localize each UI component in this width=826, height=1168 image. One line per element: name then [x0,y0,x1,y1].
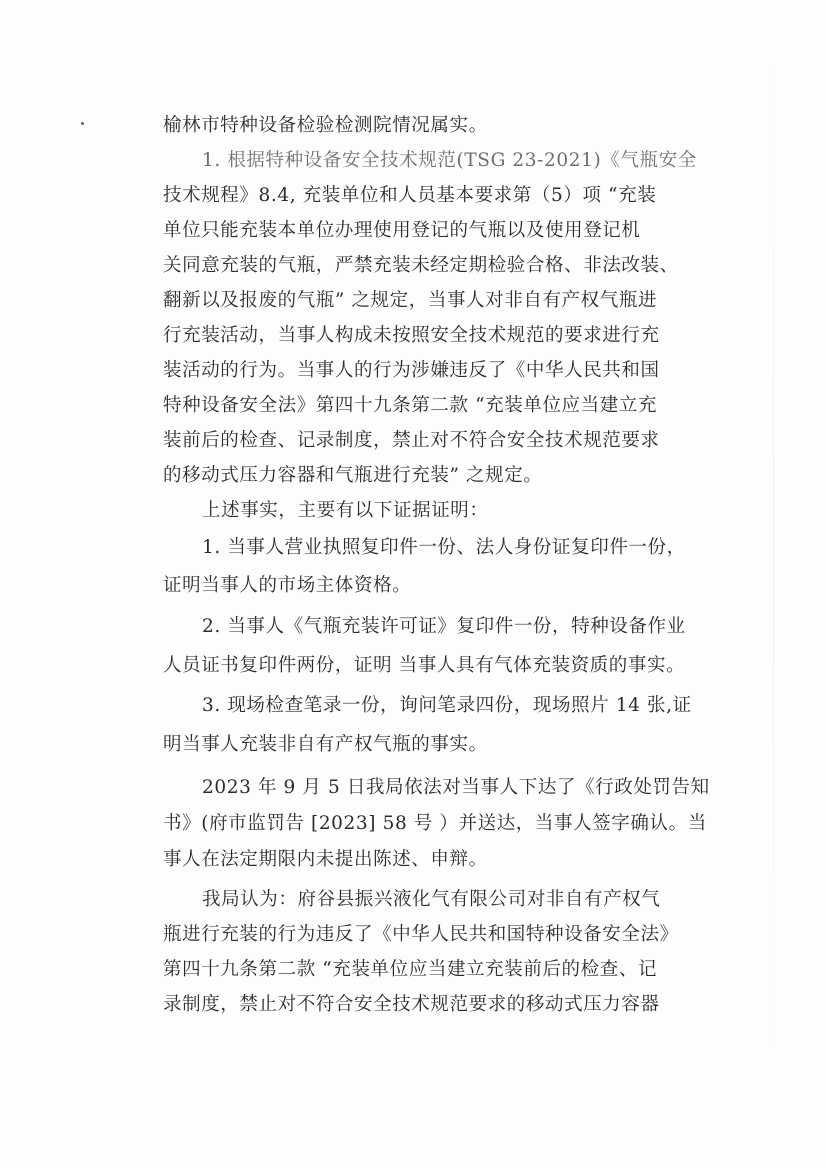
text-line-3: 技术规程》8.4, 充装单位和人员基本要求第（5）项 “充装 [163,185,657,206]
text-line-12: 上述事实，主要有以下证据证明： [202,500,489,521]
text-line-1: 榆林市特种设备检验检测院情况属实。 [163,115,488,136]
text-line-8: 装活动的行为。当事人的行为涉嫌违反了《中华人民共和国 [163,360,660,381]
text-line-13: 1. 当事人营业执照复印件一份、法人身份证复印件一份， [202,537,686,558]
scan-speck [81,122,84,125]
text-line-2: 1. 根据特种设备安全技术规范(TSG 23-2021)《气瓶安全 [202,150,697,171]
text-line-25: 录制度，禁止对不符合安全技术规范要求的移动式压力容器 [163,994,660,1015]
text-line-5: 关同意充装的气瓶，严禁充装未经定期检验合格、非法改装、 [163,255,679,276]
text-line-6: 翻新以及报废的气瓶” 之规定，当事人对非自有产权气瓶进 [163,290,658,311]
text-line-9: 特种设备安全法》第四十九条第二款 “充装单位应当建立充 [163,395,658,416]
text-line-17: 3. 现场检查笔录一份，询问笔录四份，现场照片 14 张,证 [202,695,692,716]
text-line-22: 我局认为：府谷县振兴液化气有限公司对非自有产权气 [202,889,661,910]
text-line-14: 证明当事人的市场主体资格。 [163,575,412,596]
text-line-24: 第四十九条第二款 “充装单位应当建立充装前后的检查、记 [163,959,658,980]
text-line-11: 的移动式压力容器和气瓶进行充装” 之规定。 [163,465,543,486]
text-line-21: 事人在法定期限内未提出陈述、申辩。 [163,849,488,870]
text-line-18: 明当事人充装非自有产权气瓶的事实。 [163,734,488,755]
text-line-20: 书》(府市监罚告 [2023] 58 号 ）并送达，当事人签字确认。当 [163,813,707,834]
text-line-4: 单位只能充装本单位办理使用登记的气瓶以及使用登记机 [163,220,641,241]
text-line-16: 人员证书复印件两份，证明 当事人具有气体充装资质的事实。 [163,655,686,676]
text-line-19: 2023 年 9 月 5 日我局依法对当事人下达了《行政处罚告知 [202,777,710,798]
text-line-23: 瓶进行充装的行为违反了《中华人民共和国特种设备安全法》 [163,924,679,945]
text-line-15: 2. 当事人《气瓶充装许可证》复印件一份，特种设备作业 [202,616,686,637]
scan-edge-shadow [773,60,774,1060]
text-line-10: 装前后的检查、记录制度，禁止对不符合安全技术规范要求 [163,430,660,451]
text-line-7: 行充装活动，当事人构成未按照安全技术规范的要求进行充 [163,325,660,346]
